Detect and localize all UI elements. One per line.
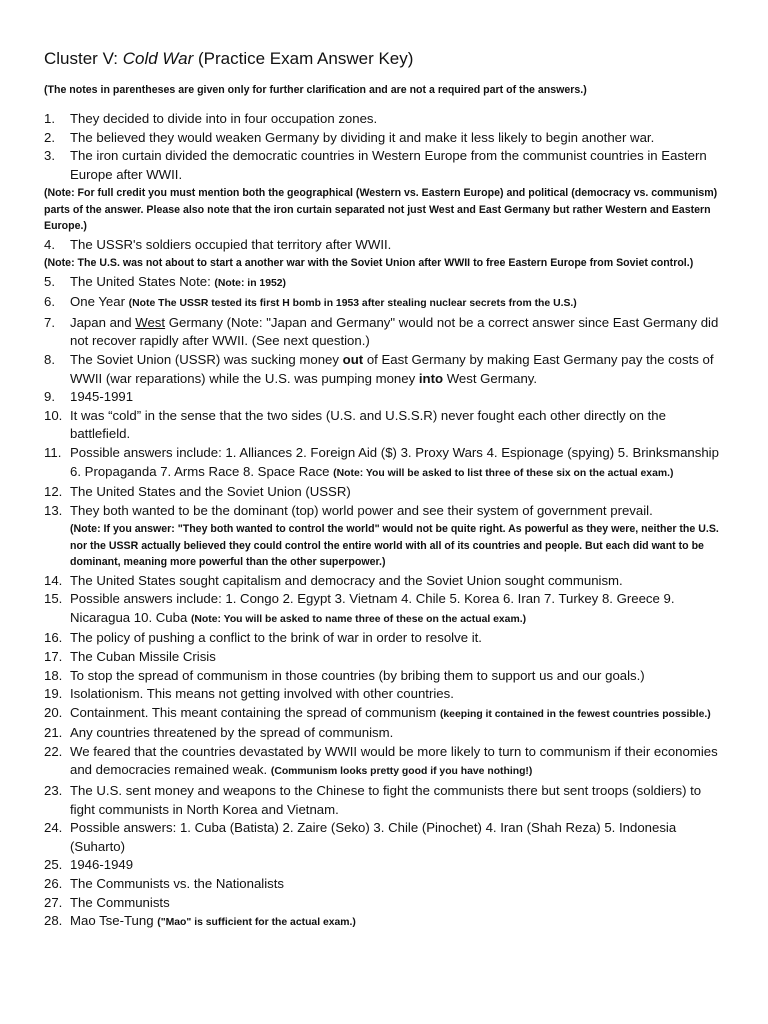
answer-text: The Communists vs. the Nationalists — [70, 876, 285, 892]
answer-text: of East Germany by making East Germany pay the costs of WWII (war reparations) while the U.S. was pumping money — [70, 351, 714, 386]
answer-text: The Soviet Union (USSR) was sucking money — [70, 351, 343, 367]
title-rest: (Practice Exam Answer Key) — [193, 49, 414, 68]
answer-item — [44, 667, 724, 686]
item-number: 22. — [44, 743, 63, 759]
item-number: 12. — [44, 484, 63, 500]
note-block: (Note: The U.S. was not about to start a another war with the Soviet Union after WWII to free Eastern Europe from Soviet control.) — [44, 257, 694, 270]
item-number: 20. — [44, 704, 63, 720]
bold-word: out — [342, 351, 364, 367]
item-number: 7. — [44, 314, 55, 330]
bold-word: into — [418, 370, 444, 386]
underlined-word: West — [135, 314, 166, 330]
item-number: 6. — [44, 294, 55, 310]
answer-text: The Cuban Missile Crisis — [70, 648, 216, 664]
answer-item — [44, 782, 724, 819]
item-number: 9. — [44, 389, 55, 405]
answer-text: They both wanted to be the dominant (top) world power and see their system of government prevail. — [70, 502, 653, 518]
answer-text: 1946-1949 — [70, 857, 134, 873]
item-number: 15. — [44, 591, 63, 607]
item-number: 19. — [44, 686, 63, 702]
answer-text: The United States Note: — [70, 273, 215, 289]
title-cluster: Cluster V: — [44, 49, 123, 68]
answer-text: They decided to divide into in four occupation zones. — [70, 111, 378, 126]
answer-text: One Year — [70, 294, 129, 310]
answer-text: Mao Tse-Tung — [70, 913, 158, 929]
answer-text: The iron curtain divided the democratic countries in Western Europe from the communist countries in Eastern Europe after WWII. — [70, 148, 707, 182]
answer-list — [44, 110, 724, 933]
answer-item — [44, 894, 724, 913]
answer-text: Isolationism. This means not getting involved with other countries. — [70, 686, 454, 702]
answer-item — [44, 724, 724, 743]
answer-text: Possible answers include: 1. Alliances 2. Foreign Aid ($) 3. Proxy Wars 4. Espionage (spying) 5. Brinksmanship 6. Propaganda 7. Arms Race 8. Space Race — [70, 444, 719, 479]
answer-item — [44, 743, 724, 782]
answer-text: Possible answers: 1. Cuba (Batista) 2. Zaire (Seko) 3. Chile (Pinochet) 4. Iran (Shah Reza) 5. Indonesia (Suharto) — [70, 820, 677, 854]
answer-item — [44, 129, 724, 148]
answer-item — [44, 572, 724, 591]
answer-text: Possible answers include: 1. Congo 2. Egypt 3. Vietnam 4. Chile 5. Korea 6. Iran 7. Turkey 8. Greece 9. Nicaragua 10. Cuba — [70, 591, 675, 625]
answer-item — [44, 407, 724, 444]
item-number: 28. — [44, 913, 63, 929]
item-number: 2. — [44, 129, 55, 145]
item-number: 25. — [44, 857, 63, 873]
title-topic: Cold War — [122, 49, 194, 68]
answer-item — [44, 502, 724, 521]
answer-item — [44, 388, 724, 407]
answer-item — [44, 819, 724, 856]
item-number: 17. — [44, 648, 63, 664]
answer-text: The believed they would weaken Germany by dividing it and make it less likely to begin another war. — [70, 129, 655, 145]
answer-item — [44, 483, 724, 502]
inline-note: (Note: You will be asked to name three of these on the actual exam.) — [190, 613, 527, 625]
answer-text: The USSR's soldiers occupied that territory after WWII. — [70, 236, 392, 252]
item-number: 3. — [44, 148, 55, 164]
answer-item — [44, 110, 724, 129]
inline-note: (Note: in 1952) — [214, 277, 286, 289]
answer-text: The U.S. sent money and weapons to the Chinese to fight the communists there but sent troops (soldiers) to fight communists in North Korea and Vietnam. — [70, 783, 702, 817]
answer-item — [44, 351, 724, 388]
item-number: 14. — [44, 572, 63, 588]
answer-item — [44, 704, 724, 725]
item-number: 5. — [44, 273, 55, 289]
item-number: 16. — [44, 630, 63, 646]
answer-item — [44, 875, 724, 894]
answer-item — [44, 629, 724, 648]
item-number: 27. — [44, 894, 63, 910]
note-block: (Note: For full credit you must mention both the geographical (Western vs. Eastern Europe) and political (democracy vs. communism) parts of the answer. Please also note that the iron curtain separated not just West and East Germany but rather Western and Eastern Europe.) — [44, 187, 718, 233]
page-title — [44, 49, 413, 69]
answer-item — [44, 590, 724, 629]
inline-note: (Note The USSR tested its first H bomb in 1953 after stealing nuclear secrets from the U.S.) — [128, 298, 577, 310]
item-number: 11. — [44, 444, 62, 460]
answer-item — [44, 236, 724, 255]
item-number: 26. — [44, 876, 63, 892]
answer-text: The policy of pushing a conflict to the brink of war in order to resolve it. — [70, 630, 482, 646]
answer-text: We feared that the countries devastated by WWII would be more likely to turn to communism if their economies and democracies remained weak. — [70, 743, 718, 778]
answer-item — [44, 273, 724, 294]
answer-text: Germany (Note: "Japan and Germany" would not be a correct answer since East Germany did not recover rapidly after WWII. (See next question.) — [70, 314, 719, 349]
item-number: 4. — [44, 236, 55, 252]
item-number: 13. — [44, 502, 63, 518]
answer-text: The United States sought capitalism and democracy and the Soviet Union sought communism. — [70, 572, 623, 588]
inline-note: (Communism looks pretty good if you have nothing!) — [270, 766, 533, 778]
answer-item — [44, 648, 724, 667]
item-number: 18. — [44, 667, 63, 683]
inline-note: ("Mao" is sufficient for the actual exam.) — [157, 917, 356, 929]
answer-text: West Germany. — [443, 370, 538, 386]
answer-text: It was “cold” in the sense that the two sides (U.S. and U.S.S.R) never fought each other directly on the battlefield. — [70, 407, 666, 442]
answer-text: To stop the spread of communism in those countries (by bribing them to support us and our goals.) — [70, 667, 645, 683]
answer-text: Containment. This meant containing the spread of communism — [70, 704, 440, 720]
answer-item — [44, 856, 724, 875]
inline-note: (keeping it contained in the fewest countries possible.) — [439, 708, 711, 720]
answer-item — [44, 314, 724, 351]
intro-note: (The notes in parentheses are given only for further clarification and are not a required part of the answers.) — [44, 84, 587, 96]
note-block: (Note: If you answer: "They both wanted to control the world" would not be quite right. As powerful as they were, neither the U.S. nor the USSR actually believed they could control the entire world with all of its countries and people. But each did want to be dominant, meaning more powerful than the other superpower.) — [70, 523, 719, 569]
answer-text: Any countries threatened by the spread of communism. — [70, 725, 394, 741]
answer-item — [44, 444, 724, 483]
item-number: 24. — [44, 820, 63, 836]
answer-text: The Communists — [70, 894, 170, 910]
answer-text: The United States and the Soviet Union (USSR) — [70, 484, 351, 500]
answer-item — [44, 293, 724, 314]
item-number: 8. — [44, 351, 55, 367]
answer-text: 1945-1991 — [70, 389, 134, 405]
item-number: 23. — [44, 783, 63, 799]
inline-note: (Note: You will be asked to list three of these six on the actual exam.) — [333, 467, 674, 479]
item-number: 21. — [44, 725, 63, 741]
answer-text: Japan and — [70, 314, 136, 330]
item-number: 1. — [44, 111, 55, 126]
answer-item — [44, 147, 724, 184]
answer-item — [44, 912, 724, 933]
item-number: 10. — [44, 407, 63, 423]
answer-item — [44, 685, 724, 704]
